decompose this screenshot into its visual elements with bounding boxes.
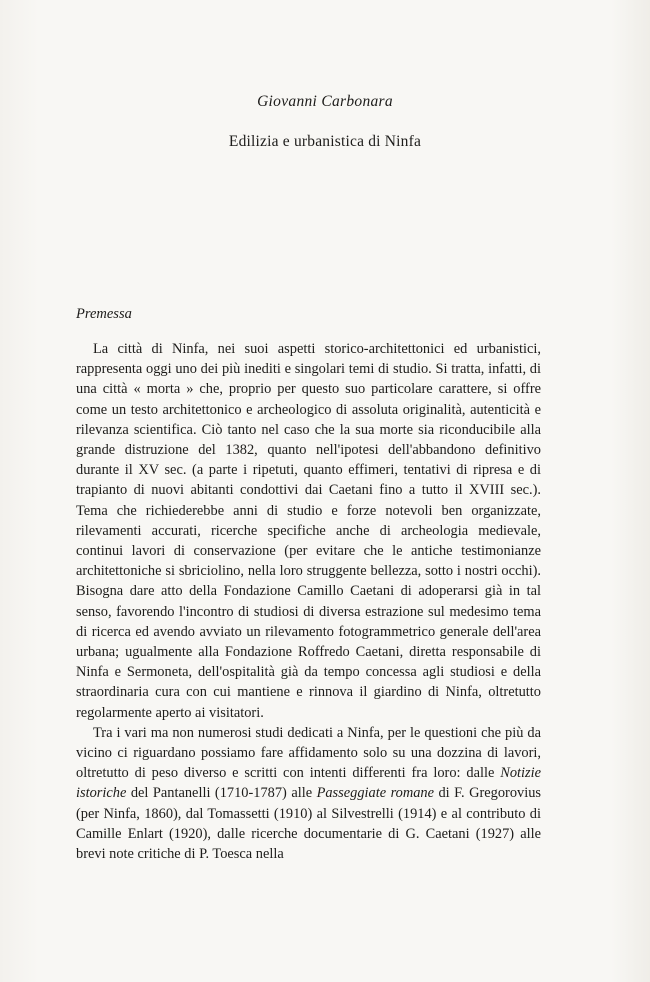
paragraph-2-italic-2: Passeggiate romane — [316, 785, 435, 802]
body-text — [76, 339, 541, 864]
paragraph-2 — [76, 723, 541, 864]
section-heading: Premessa — [76, 306, 132, 322]
author-name: Giovanni Carbonara — [257, 93, 393, 110]
paragraph-1: La città di Ninfa, nei suoi aspetti storico-architettonici ed urbanistici, rappresenta oggi uno dei più inediti e singolari temi di studio. Si tratta, infatti, di una città « morta » che, proprio per questo suo particolare carattere, si offre come un testo architettonico e archeologico di assoluta originalità, autenticità e rilevanza scientifica. Ciò tanto nel caso che la sua morte sia riconducibile alla grande distruzione del 1382, quanto nell'ipotesi dell'abbandono definitivo durante il XV sec. (a parte i ripetuti, quanto effimeri, tentativi di ripresa e di trapianto di nuovi abitanti condottivi dai Caetani fino a tutto il XVIII sec.). Tema che richiederebbe anni di studio e forze notevoli ben organizzate, rilevamenti accurati, ricerche specifiche anche di archeologia medievale, continui lavori di conservazione (per evitare che le antiche testimonianze architettoniche si sbriciolino, nella loro struggente bellezza, sotto i nostri occhi). Bisogna dare atto della Fondazione Camillo Caetani di adoperarsi già in tal senso, favorendo l'incontro di studiosi di diversa estrazione sul medesimo tema di ricerca ed avendo avviato un rilevamento fotogrammetrico generale dell'area urbana; ugualmente alla Fondazione Roffredo Caetani, diretta responsabile di Ninfa e Sermoneta, dell'ospitalità già da tempo concessa agli studiosi e della straordinaria cura con cui mantiene e rinnova il giardino di Ninfa, oltretutto regolarmente aperto ai visitatori. — [76, 341, 541, 721]
article-title: Edilizia e urbanistica di Ninfa — [228, 133, 422, 150]
paragraph-2-text-2: del Pantanelli (1710-1787) alle — [126, 785, 317, 802]
paragraph-2-text-1: Tra i vari ma non numerosi studi dedicati a Ninfa, per le questioni che più da vicino ci riguardano possiamo fare affidamento solo su una dozzina di lavori, oltretutto di peso diverso e scritti con intenti differenti fra loro: dalle — [76, 724, 541, 782]
paragraph-2-italic-1: Notizie istoriche — [76, 765, 541, 802]
paragraph-2-text-3: di F. Gregorovius (per Ninfa, 1860), dal Tomassetti (1910) al Silvestrelli (1914) e al contributo di Camille Enlart (1920), dalle ricerche documentarie di G. Caetani (1927) alle brevi note critiche di P. Toesca nella — [76, 785, 542, 863]
